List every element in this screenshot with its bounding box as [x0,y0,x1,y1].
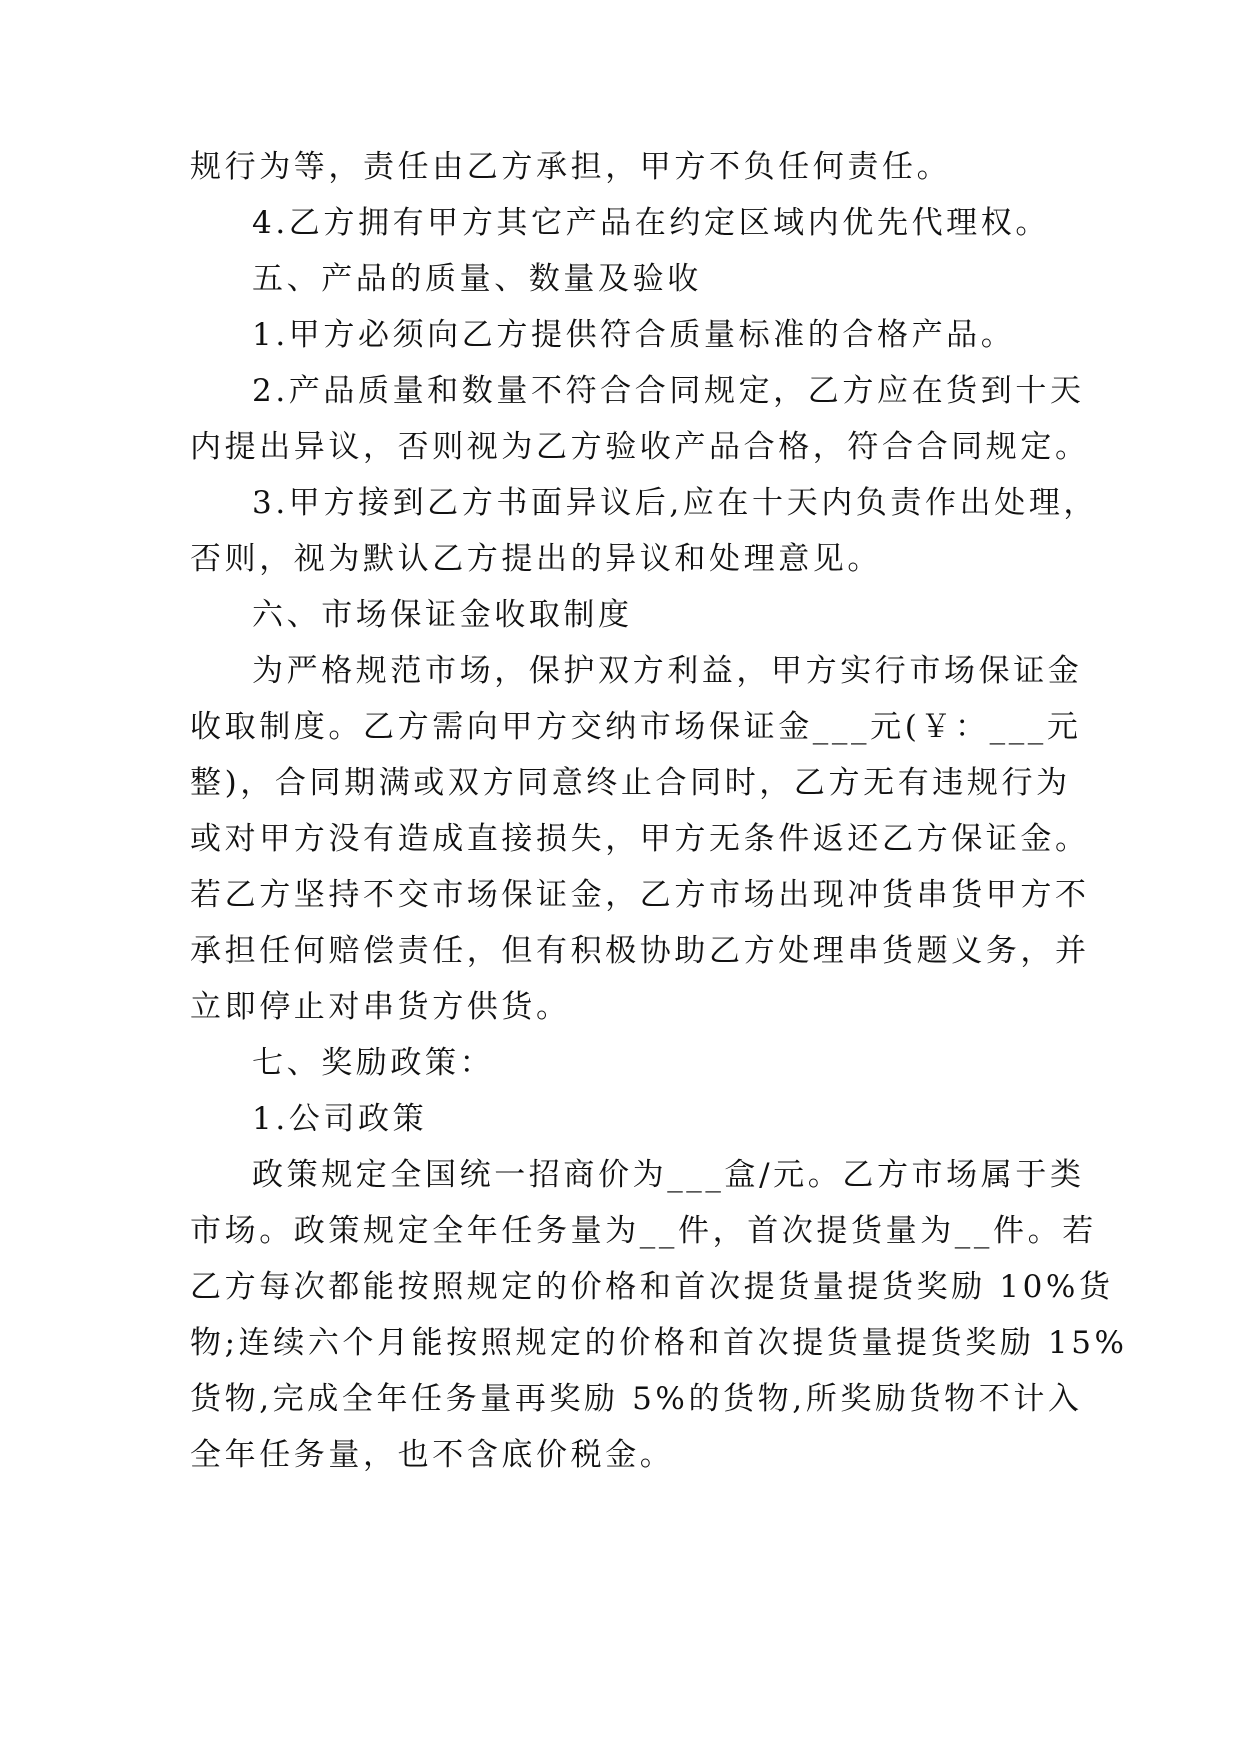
text-line: 若乙方坚持不交市场保证金，乙方市场出现冲货串货甲方不 [190,877,1090,913]
text-line: 为严格规范市场，保护双方利益，甲方实行市场保证金 [252,653,1083,689]
section-heading: 六、市场保证金收取制度 [252,597,633,633]
text-line: 规行为等，责任由乙方承担，甲方不负任何责任。 [190,149,952,185]
text-line: 4.乙方拥有甲方其它产品在约定区域内优先代理权。 [252,205,1050,241]
text-line: 2.产品质量和数量不符合合同规定，乙方应在货到十天 [252,373,1085,409]
text-line: 市场。政策规定全年任务量为__件，首次提货量为__件。若 [190,1213,1097,1249]
text-line: 或对甲方没有造成直接损失，甲方无条件返还乙方保证金。 [190,821,1090,857]
text-line: 否则，视为默认乙方提出的异议和处理意见。 [190,541,882,577]
text-line: 3.甲方接到乙方书面异议后,应在十天内负责作出处理， [252,485,1099,521]
text-line: 乙方每次都能按照规定的价格和首次提货量提货奖励 10%货 [190,1269,1114,1305]
text-line: 1.甲方必须向乙方提供符合质量标准的合格产品。 [252,317,1016,353]
subsection-heading: 1.公司政策 [252,1101,428,1137]
text-line: 政策规定全国统一招商价为___盒/元。乙方市场属于类 [252,1157,1085,1193]
text-line: 收取制度。乙方需向甲方交纳市场保证金___元(￥：___元 [190,709,1082,745]
text-line: 全年任务量，也不含底价税金。 [190,1437,675,1473]
text-line: 立即停止对串货方供货。 [190,989,571,1025]
section-heading: 五、产品的质量、数量及验收 [252,261,702,297]
text-line: 内提出异议，否则视为乙方验收产品合格，符合合同规定。 [190,429,1090,465]
text-line: 承担任何赔偿责任，但有积极协助乙方处理串货题义务，并 [190,933,1090,969]
text-line: 货物,完成全年任务量再奖励 5%的货物,所奖励货物不计入 [190,1381,1083,1417]
text-line: 物;连续六个月能按照规定的价格和首次提货量提货奖励 15% [190,1325,1128,1361]
text-line: 整)，合同期满或双方同意终止合同时，乙方无有违规行为 [190,765,1071,801]
section-heading: 七、奖励政策： [252,1045,495,1081]
